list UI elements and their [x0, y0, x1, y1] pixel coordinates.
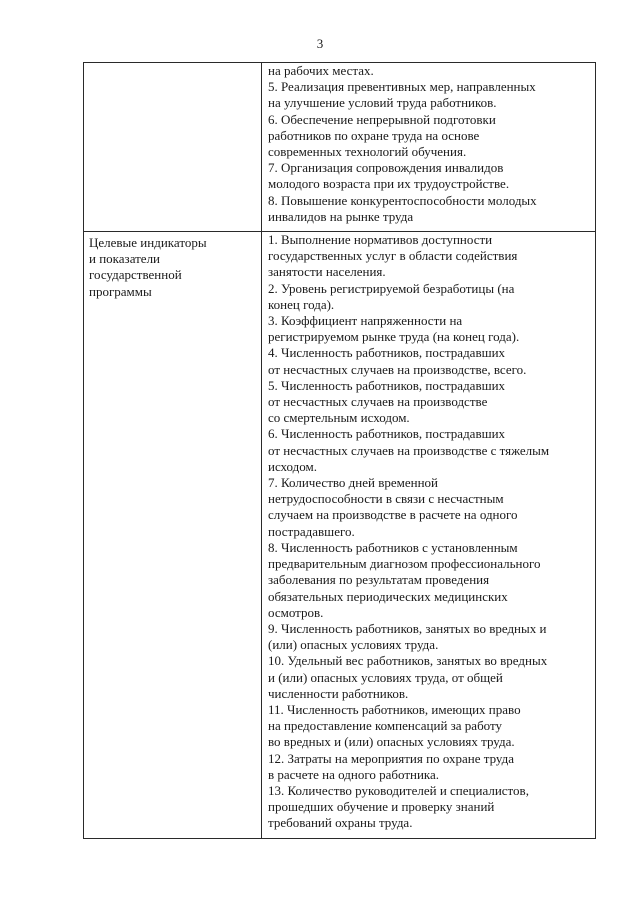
content-line: 6. Обеспечение непрерывной подготовки — [268, 111, 496, 127]
page-number: 3 — [316, 36, 324, 51]
program-passport-table — [83, 62, 596, 839]
content-line: предварительным диагнозом профессионального — [268, 556, 541, 572]
content-line: 7. Организация сопровождения инвалидов — [268, 160, 504, 176]
content-line: молодого возраста при их трудоустройстве. — [268, 176, 510, 192]
content-line: 10. Удельный вес работников, занятых во вредных — [268, 653, 548, 669]
row-label-line: Целевые индикаторы — [89, 235, 207, 251]
content-line: (или) опасных условиях труда. — [268, 637, 439, 653]
content-line: исходом. — [268, 458, 318, 474]
content-line: 8. Численность работников с установленным — [268, 539, 518, 555]
content-line: 8. Повышение конкурентоспособности молодых — [268, 192, 537, 208]
content-line: случаем на производстве в расчете на одного — [268, 507, 518, 523]
content-line: от несчастных случаев на производстве, всего. — [268, 361, 527, 377]
content-line: обязательных периодических медицинских — [268, 588, 508, 604]
content-line: инвалидов на рынке труда — [268, 208, 414, 224]
content-line: на предоставление компенсаций за работу — [268, 718, 503, 734]
table-row — [84, 63, 596, 232]
content-line: 5. Реализация превентивных мер, направленных — [268, 79, 536, 95]
content-line: от несчастных случаев на производстве — [268, 394, 488, 410]
content-line: от несчастных случаев на производстве с тяжелым — [268, 442, 550, 458]
content-line: на рабочих местах. — [268, 63, 374, 78]
label-cell — [84, 232, 262, 839]
content-line: современных технологий обучения. — [268, 144, 467, 160]
content-line: и (или) опасных условиях труда, от общей — [268, 669, 503, 685]
row-label-line: и показатели — [89, 251, 161, 267]
content-line: на улучшение условий труда работников. — [268, 95, 497, 111]
table-body — [84, 63, 596, 839]
content-line: осмотров. — [268, 604, 324, 620]
content-line: 2. Уровень регистрируемой безработицы (на — [268, 280, 515, 296]
row-label-line: государственной — [89, 267, 182, 283]
content-line: 7. Количество дней временной — [268, 475, 439, 491]
content-line: 3. Коэффициент напряженности на — [268, 313, 463, 329]
content-line: регистрируемом рынке труда (на конец года). — [268, 329, 520, 345]
content-cell — [262, 63, 596, 232]
content-line: в расчете на одного работника. — [268, 766, 440, 782]
content-line: 11. Численность работников, имеющих право — [268, 701, 521, 717]
content-line: 5. Численность работников, пострадавших — [268, 377, 506, 393]
content-line: во вредных и (или) опасных условиях труда. — [268, 734, 515, 750]
table-row — [84, 232, 596, 839]
content-line: заболевания по результатам проведения — [268, 572, 490, 588]
content-line: 1. Выполнение нормативов доступности — [268, 232, 493, 248]
content-line: 9. Численность работников, занятых во вредных и — [268, 620, 547, 636]
content-line: нетрудоспособности в связи с несчастным — [268, 491, 504, 507]
content-cell — [262, 232, 596, 839]
content-line: занятости населения. — [268, 264, 386, 280]
content-line: 4. Численность работников, пострадавших — [268, 345, 506, 361]
content-line: численности работников. — [268, 685, 409, 701]
row-label-line: программы — [89, 283, 152, 299]
content-line: государственных услуг в области содействия — [268, 248, 518, 264]
content-line: прошедших обучение и проверку знаний — [268, 799, 495, 815]
content-line: пострадавшего. — [268, 523, 355, 539]
content-line: конец года). — [268, 296, 335, 312]
content-line: со смертельным исходом. — [268, 410, 410, 426]
label-cell — [84, 63, 262, 232]
content-line: 12. Затраты на мероприятия по охране труда — [268, 750, 514, 766]
content-line: работников по охране труда на основе — [268, 127, 480, 143]
content-line: требований охраны труда. — [268, 815, 413, 831]
content-line: 13. Количество руководителей и специалистов, — [268, 782, 529, 798]
content-line: 6. Численность работников, пострадавших — [268, 426, 506, 442]
